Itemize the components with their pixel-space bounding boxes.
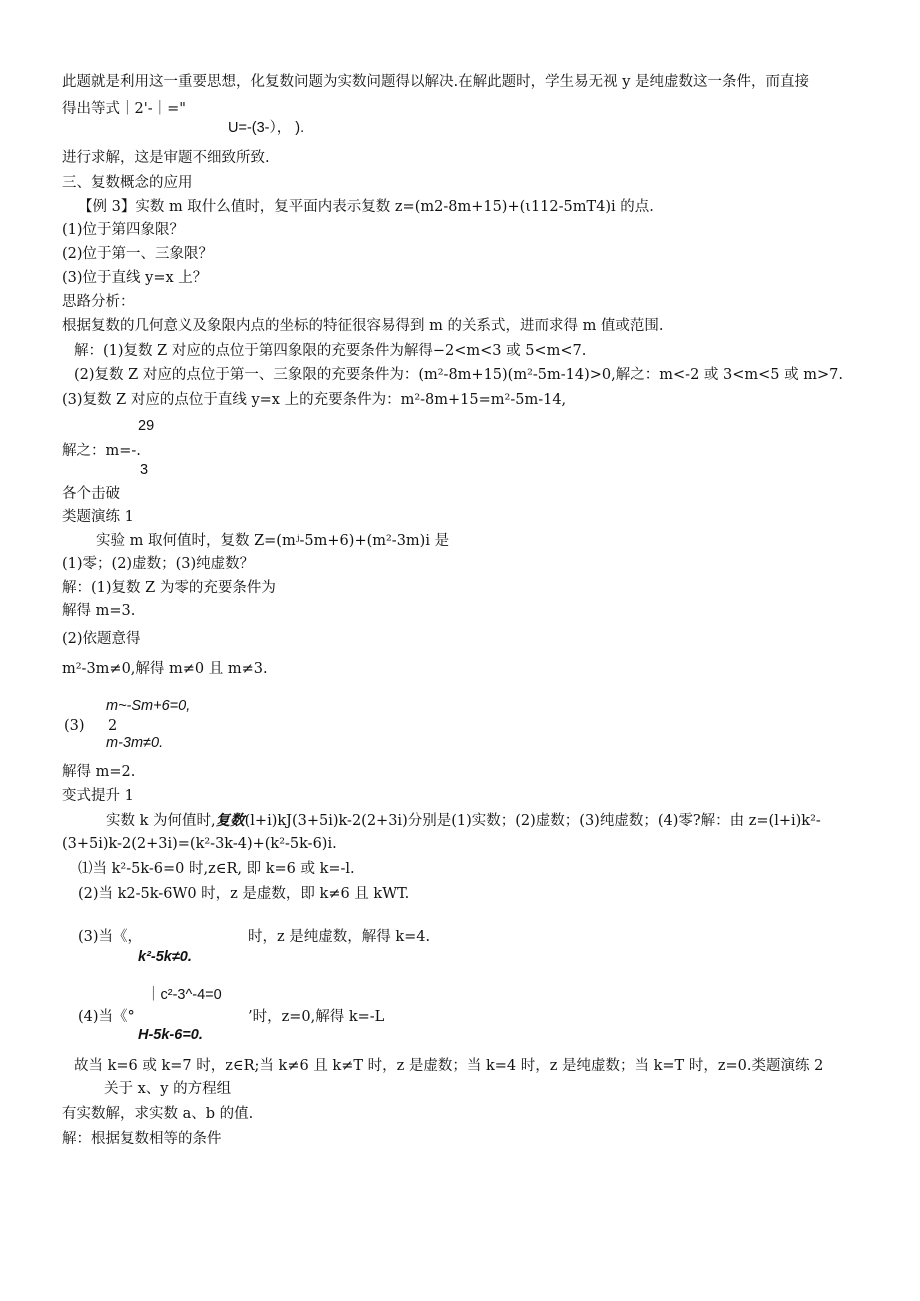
fraction-numerator: 29 (138, 418, 155, 434)
equation-system-line: m-3m≠0. (106, 735, 164, 751)
question-item: (2)位于第一、三象限？ (62, 246, 214, 262)
solution-line: (3+5i)k-2(2+3i)=(k²-3k-4)+(k²-5k-6)i. (62, 836, 337, 852)
solution-line: (3)复数 Z 对应的点位于直线 y=x 上的充要条件为：m²-8m+15=m²-5m-14, (62, 392, 567, 408)
equation-system-line: m~-Sm+6=0, (106, 698, 191, 714)
solution-line: 解得 m=2. (62, 764, 136, 780)
solution-line: (2)依题意得 (62, 631, 141, 647)
item-label: (3) (64, 718, 85, 734)
paragraph-line: 此题就是利用这一重要思想，化复数问题为实数问题得以解决.在解此题时，学生易无视 y 是纯虚数这一条件，而直接 (62, 74, 810, 90)
solution-line: 解：根据复数相等的条件 (62, 1131, 222, 1147)
question-item: (1)零；(2)虚数；(3)纯虚数？ (62, 556, 255, 572)
solution-line: (2)当 k2-5k-6W0 时，z 是虚数，即 k≠6 且 kWT. (78, 886, 410, 902)
section-heading: 各个击破 (62, 486, 120, 502)
solution-line: m²-3m≠0,解得 m≠0 且 m≠3. (62, 661, 268, 677)
solution-line: 解得 m=3. (62, 603, 136, 619)
question-item: (1)位于第四象限？ (62, 222, 185, 238)
solution-line: ⑴当 k²-5k-6=0 时,z∈R, 即 k=6 或 k=-l. (78, 861, 355, 877)
example-title: 【例 3】实数 m 取什么值时，复平面内表示复数 z=(m2-8m+15)+(ι112-5mT4)i 的点. (78, 199, 654, 215)
problem-line: 关于 x、y 的方程组 (104, 1081, 232, 1097)
solution-line: (4)当《° (78, 1009, 135, 1025)
paragraph-line: 进行求解，这是审题不细致所致. (62, 150, 270, 166)
solution-line: 解：(1)复数 Z 为零的充要条件为 (62, 580, 276, 596)
section-heading: 三、复数概念的应用 (62, 175, 193, 191)
equation-system-line: ｜c²-3^-4=0 (146, 987, 222, 1003)
equation-system-line: H-5k-6=0. (138, 1027, 203, 1043)
solution-line: 解：(1)复数 Z 对应的点位于第四象限的充要条件为解得−2<m<3 或 5<m<7. (74, 343, 587, 359)
solution-line: 时，z 是纯虚数，解得 k=4. (248, 929, 431, 945)
subheading: 变式提升 1 (62, 788, 134, 804)
problem-line (106, 812, 821, 830)
problem-line: 实验 m 取何值时，复数 Z=(mʲ-5m+6)+(m²-3m)i 是 (96, 533, 450, 549)
solution-line: 解之：m=-. (62, 443, 141, 459)
subheading: 思路分析： (62, 294, 135, 310)
fraction-denominator: 3 (140, 462, 149, 478)
solution-line: (2)复数 Z 对应的点位于第一、三象限的充要条件为：(m²-8m+15)(m²-5m-14)>0,解之：m<-2 或 3<m<5 或 m>7. (74, 367, 843, 383)
solution-line: ’时，z=0,解得 k=-L (248, 1009, 385, 1025)
problem-text: (l+i)kJ(3+5i)k-2(2+3i)分别是(1)实数；(2)虚数；(3)纯虚数；(4)零?解：由 z=(l+i)k²- (244, 813, 821, 829)
paragraph-line: 根据复数的几何意义及象限内点的坐标的特征很容易得到 m 的关系式，进而求得 m 值或范围. (62, 318, 664, 334)
superscript-fragment: 2 (108, 718, 118, 734)
conclusion-line: 故当 k=6 或 k=7 时，z∈R;当 k≠6 且 k≠T 时，z 是虚数；当 k=4 时，z 是纯虚数；当 k=T 时，z=0.类题演练 2 (74, 1058, 824, 1074)
question-item: (3)位于直线 y=x 上？ (62, 270, 208, 286)
paragraph-line: 得出等式｜2'-｜=" (62, 101, 186, 117)
problem-text: 实数 k 为何值时, (106, 813, 216, 829)
equation-system-line: k²-5k≠0. (138, 949, 192, 965)
solution-line: (3)当《， (78, 929, 143, 945)
problem-line: 有实数解，求实数 a、b 的值. (62, 1106, 254, 1122)
problem-text-emphasis: 复数 (215, 812, 245, 829)
subheading: 类题演练 1 (62, 509, 134, 525)
formula-fragment: U=-(3-）， ). (228, 120, 305, 136)
